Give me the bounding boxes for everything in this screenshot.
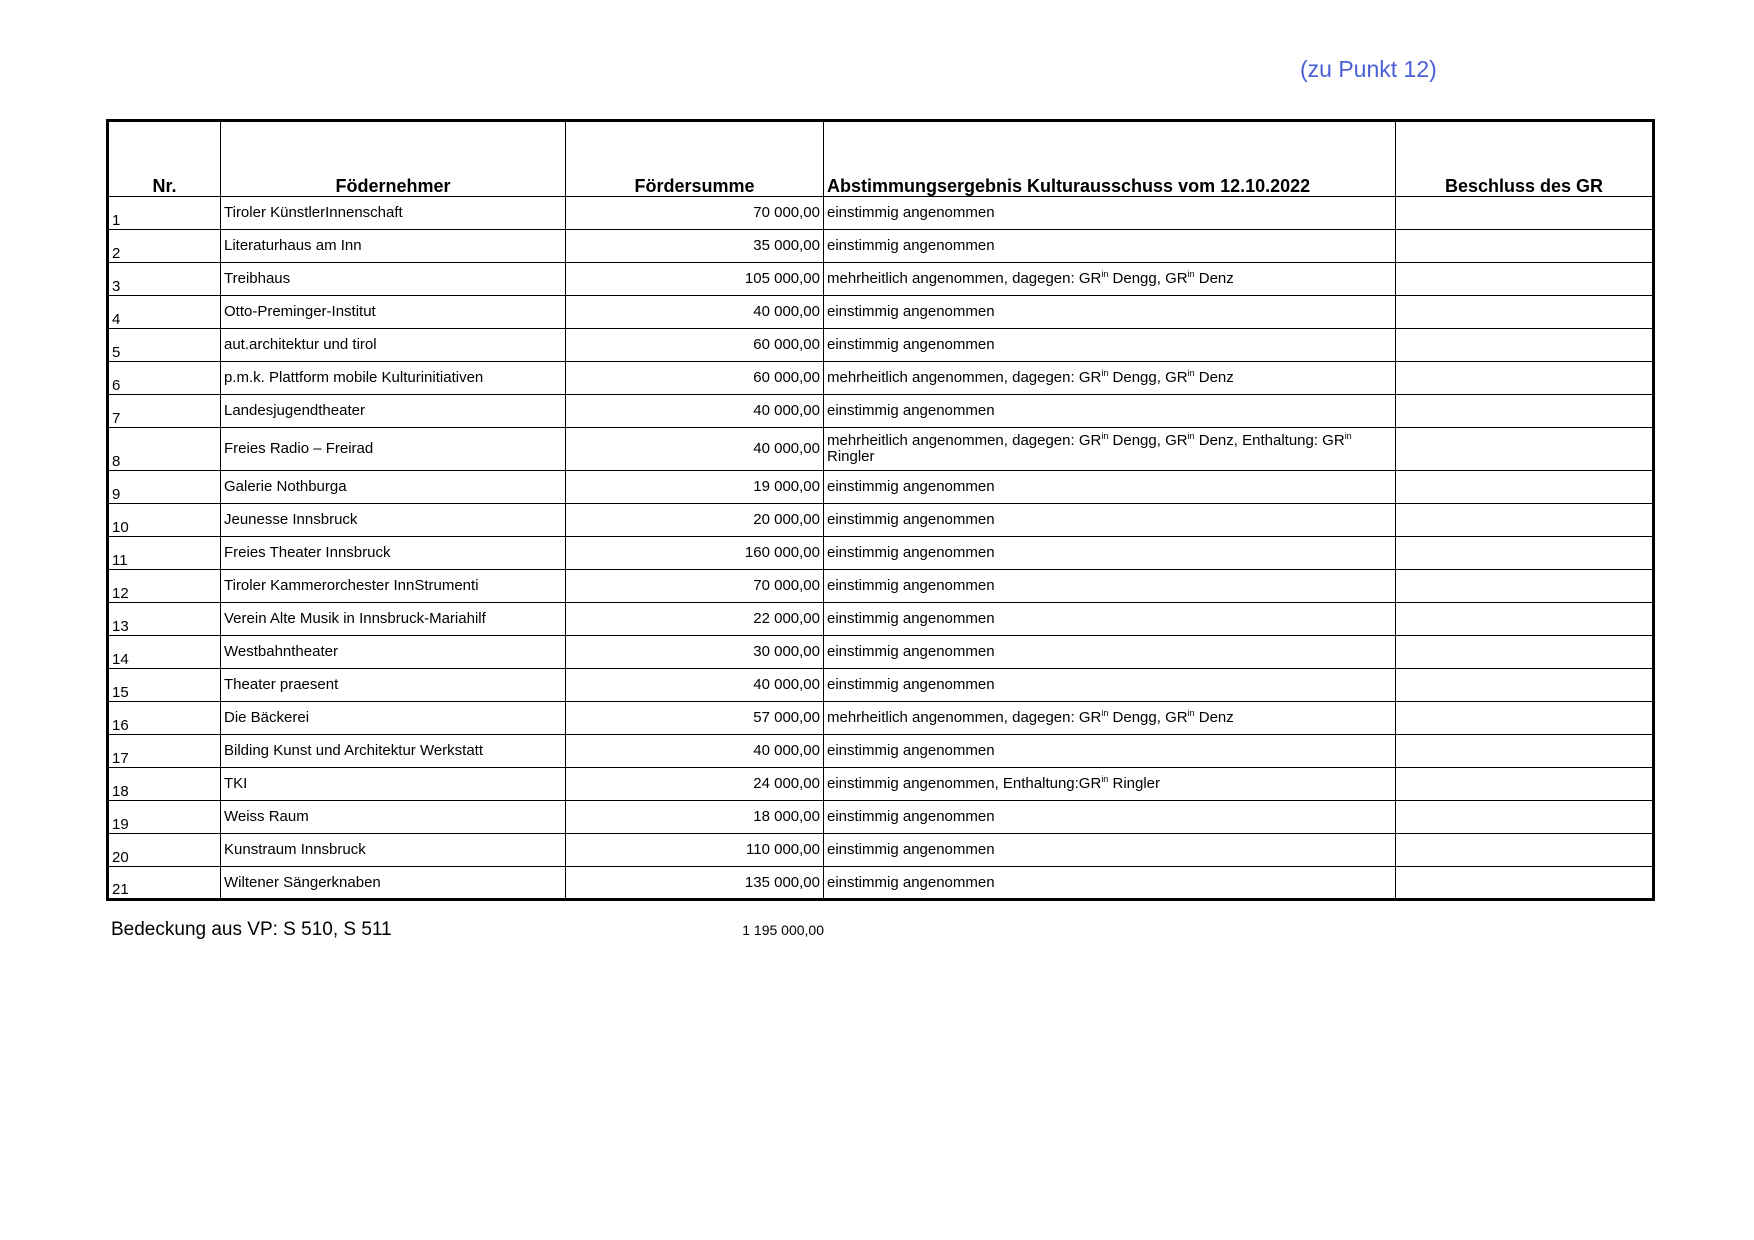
vote-result-text: Dengg, GR <box>1108 432 1188 449</box>
council-decision <box>1396 395 1654 428</box>
table-row <box>108 329 1654 362</box>
council-decision <box>1396 801 1654 834</box>
recipient-name: Otto-Preminger-Institut <box>221 296 566 329</box>
funding-amount: 40 000,00 <box>566 669 824 702</box>
vote-result <box>824 263 1396 296</box>
vote-result-text: einstimmig angenommen <box>827 204 995 221</box>
vote-result <box>824 636 1396 669</box>
table-row <box>108 504 1654 537</box>
vote-result <box>824 603 1396 636</box>
table-header-row <box>108 121 1654 197</box>
table-row <box>108 263 1654 296</box>
row-nr: 3 <box>108 263 221 296</box>
funding-amount: 70 000,00 <box>566 570 824 603</box>
vote-result <box>824 471 1396 504</box>
row-nr: 2 <box>108 230 221 263</box>
vote-result <box>824 395 1396 428</box>
column-header-amount: Fördersumme <box>566 121 824 197</box>
vote-result-superscript: in <box>1187 431 1195 441</box>
row-nr: 15 <box>108 669 221 702</box>
council-decision <box>1396 867 1654 900</box>
table-row <box>108 428 1654 471</box>
council-decision <box>1396 702 1654 735</box>
table-body <box>108 197 1654 900</box>
vote-result-text: Ringler <box>1108 775 1161 792</box>
recipient-name: Literaturhaus am Inn <box>221 230 566 263</box>
row-nr: 11 <box>108 537 221 570</box>
row-nr: 1 <box>108 197 221 230</box>
vote-result-superscript: in <box>1101 708 1109 718</box>
table-row <box>108 570 1654 603</box>
council-decision <box>1396 263 1654 296</box>
vote-result-text: einstimmig angenommen <box>827 511 995 528</box>
recipient-name: Verein Alte Musik in Innsbruck-Mariahilf <box>221 603 566 636</box>
vote-result-superscript: in <box>1187 269 1195 279</box>
row-nr: 7 <box>108 395 221 428</box>
column-header-vote: Abstimmungsergebnis Kulturausschuss vom 12.10.2022 <box>824 121 1396 197</box>
table-row <box>108 603 1654 636</box>
vote-result <box>824 230 1396 263</box>
recipient-name: Freies Theater Innsbruck <box>221 537 566 570</box>
table-row <box>108 636 1654 669</box>
row-nr: 9 <box>108 471 221 504</box>
row-nr: 20 <box>108 834 221 867</box>
vote-result <box>824 801 1396 834</box>
row-nr: 18 <box>108 768 221 801</box>
funding-amount: 24 000,00 <box>566 768 824 801</box>
table-row <box>108 537 1654 570</box>
vote-result-text: einstimmig angenommen <box>827 610 995 627</box>
funding-amount: 30 000,00 <box>566 636 824 669</box>
coverage-label: Bedeckung aus VP: S 510, S 511 <box>111 919 392 940</box>
table-row <box>108 395 1654 428</box>
vote-result-text: Dengg, GR <box>1108 709 1188 726</box>
council-decision <box>1396 834 1654 867</box>
vote-result-text: Dengg, GR <box>1108 270 1188 287</box>
vote-result-text: einstimmig angenommen, Enthaltung:GR <box>827 775 1102 792</box>
funding-amount: 20 000,00 <box>566 504 824 537</box>
vote-result-text: mehrheitlich angenommen, dagegen: GR <box>827 432 1102 449</box>
row-nr: 8 <box>108 428 221 471</box>
table-row <box>108 669 1654 702</box>
council-decision <box>1396 362 1654 395</box>
council-decision <box>1396 471 1654 504</box>
council-decision <box>1396 570 1654 603</box>
vote-result-text: einstimmig angenommen <box>827 336 995 353</box>
council-decision <box>1396 504 1654 537</box>
recipient-name: Wiltener Sängerknaben <box>221 867 566 900</box>
vote-result-text: Denz <box>1194 369 1234 386</box>
vote-result-superscript: in <box>1101 269 1109 279</box>
vote-result-text: einstimmig angenommen <box>827 544 995 561</box>
row-nr: 17 <box>108 735 221 768</box>
council-decision <box>1396 296 1654 329</box>
row-nr: 6 <box>108 362 221 395</box>
vote-result <box>824 867 1396 900</box>
vote-result-text: einstimmig angenommen <box>827 577 995 594</box>
vote-result-superscript: in <box>1101 431 1109 441</box>
funding-amount: 18 000,00 <box>566 801 824 834</box>
vote-result-text: einstimmig angenommen <box>827 873 995 891</box>
vote-result-text: einstimmig angenommen <box>827 676 995 693</box>
table-row <box>108 801 1654 834</box>
vote-result <box>824 768 1396 801</box>
vote-result <box>824 834 1396 867</box>
vote-result-text: einstimmig angenommen <box>827 643 995 660</box>
vote-result-text: Denz <box>1194 709 1234 726</box>
recipient-name: Landesjugendtheater <box>221 395 566 428</box>
funding-amount: 22 000,00 <box>566 603 824 636</box>
vote-result-text: Denz, Enthaltung: GR <box>1194 432 1345 449</box>
column-header-nr: Nr. <box>108 121 221 197</box>
table-row <box>108 362 1654 395</box>
vote-result-text: einstimmig angenommen <box>827 742 995 759</box>
vote-result <box>824 329 1396 362</box>
vote-result-text: Ringler <box>827 448 875 465</box>
council-decision <box>1396 230 1654 263</box>
row-nr: 19 <box>108 801 221 834</box>
vote-result-text: einstimmig angenommen <box>827 841 995 858</box>
vote-result <box>824 669 1396 702</box>
row-nr: 14 <box>108 636 221 669</box>
recipient-name: Galerie Nothburga <box>221 471 566 504</box>
recipient-name: aut.architektur und tirol <box>221 329 566 362</box>
recipient-name: Freies Radio – Freirad <box>221 428 566 471</box>
total-amount: 1 195 000,00 <box>742 922 824 938</box>
vote-result-superscript: in <box>1344 431 1352 441</box>
table-row <box>108 867 1654 900</box>
funding-amount: 40 000,00 <box>566 428 824 471</box>
vote-result-text: einstimmig angenommen <box>827 478 995 495</box>
vote-result <box>824 570 1396 603</box>
vote-result-text: mehrheitlich angenommen, dagegen: GR <box>827 709 1102 726</box>
council-decision <box>1396 636 1654 669</box>
recipient-name: Jeunesse Innsbruck <box>221 504 566 537</box>
row-nr: 16 <box>108 702 221 735</box>
council-decision <box>1396 603 1654 636</box>
recipient-name: TKI <box>221 768 566 801</box>
table-row <box>108 834 1654 867</box>
recipient-name: Bilding Kunst und Architektur Werkstatt <box>221 735 566 768</box>
vote-result <box>824 362 1396 395</box>
table-row <box>108 197 1654 230</box>
funding-amount: 60 000,00 <box>566 329 824 362</box>
funding-amount: 105 000,00 <box>566 263 824 296</box>
funding-amount: 19 000,00 <box>566 471 824 504</box>
recipient-name: Die Bäckerei <box>221 702 566 735</box>
table-row <box>108 735 1654 768</box>
row-nr: 13 <box>108 603 221 636</box>
vote-result <box>824 428 1396 471</box>
vote-result-text: Dengg, GR <box>1108 369 1188 386</box>
funding-amount: 70 000,00 <box>566 197 824 230</box>
recipient-name: Theater praesent <box>221 669 566 702</box>
funding-amount: 40 000,00 <box>566 296 824 329</box>
vote-result <box>824 702 1396 735</box>
column-header-decision: Beschluss des GR <box>1396 121 1654 197</box>
funding-amount: 135 000,00 <box>566 867 824 900</box>
recipient-name: p.m.k. Plattform mobile Kulturinitiativen <box>221 362 566 395</box>
table-row <box>108 230 1654 263</box>
funding-amount: 110 000,00 <box>566 834 824 867</box>
funding-amount: 60 000,00 <box>566 362 824 395</box>
row-nr: 21 <box>108 867 221 900</box>
table-row <box>108 768 1654 801</box>
vote-result <box>824 197 1396 230</box>
vote-result <box>824 537 1396 570</box>
vote-result-superscript: in <box>1187 368 1195 378</box>
vote-result-text: einstimmig angenommen <box>827 237 995 254</box>
vote-result-text: einstimmig angenommen <box>827 808 995 825</box>
council-decision <box>1396 329 1654 362</box>
funding-amount: 57 000,00 <box>566 702 824 735</box>
vote-result-text: einstimmig angenommen <box>827 402 995 419</box>
recipient-name: Tiroler KünstlerInnenschaft <box>221 197 566 230</box>
vote-result-superscript: in <box>1101 774 1109 784</box>
vote-result <box>824 296 1396 329</box>
vote-result-text: Denz <box>1194 270 1234 287</box>
table-row <box>108 702 1654 735</box>
column-header-recipient: Födernehmer <box>221 121 566 197</box>
row-nr: 5 <box>108 329 221 362</box>
council-decision <box>1396 537 1654 570</box>
recipient-name: Weiss Raum <box>221 801 566 834</box>
funding-amount: 40 000,00 <box>566 735 824 768</box>
funding-amount: 40 000,00 <box>566 395 824 428</box>
vote-result-text: mehrheitlich angenommen, dagegen: GR <box>827 270 1102 287</box>
recipient-name: Westbahntheater <box>221 636 566 669</box>
recipient-name: Kunstraum Innsbruck <box>221 834 566 867</box>
row-nr: 12 <box>108 570 221 603</box>
vote-result <box>824 735 1396 768</box>
council-decision <box>1396 735 1654 768</box>
council-decision <box>1396 669 1654 702</box>
council-decision <box>1396 768 1654 801</box>
vote-result-superscript: in <box>1101 368 1109 378</box>
council-decision <box>1396 428 1654 471</box>
agenda-reference: (zu Punkt 12) <box>1300 56 1437 82</box>
vote-result-text: einstimmig angenommen <box>827 303 995 320</box>
recipient-name: Tiroler Kammerorchester InnStrumenti <box>221 570 566 603</box>
table-row <box>108 471 1654 504</box>
vote-result-superscript: in <box>1187 708 1195 718</box>
funding-table <box>106 119 1655 901</box>
funding-amount: 35 000,00 <box>566 230 824 263</box>
table-row <box>108 296 1654 329</box>
row-nr: 4 <box>108 296 221 329</box>
council-decision <box>1396 197 1654 230</box>
recipient-name: Treibhaus <box>221 263 566 296</box>
vote-result-text: mehrheitlich angenommen, dagegen: GR <box>827 369 1102 386</box>
funding-amount: 160 000,00 <box>566 537 824 570</box>
vote-result <box>824 504 1396 537</box>
row-nr: 10 <box>108 504 221 537</box>
